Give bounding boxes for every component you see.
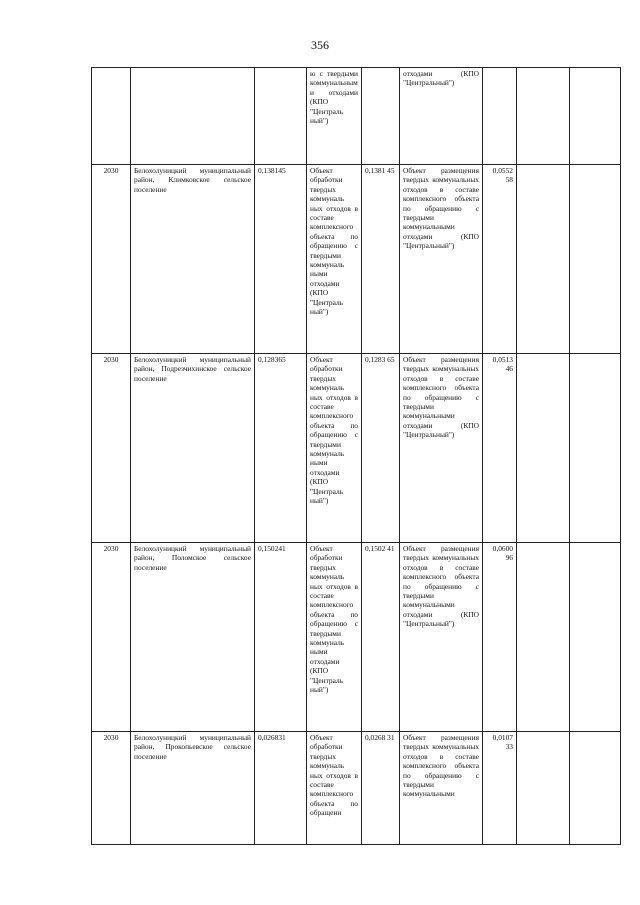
processed-amount-cell: 0,1283 65 [362,354,400,543]
processing-object-cell: Объект обработки твердых коммуналь ных отходов в составе комплексного объекта по обращени [307,732,362,845]
empty-cell [517,354,570,543]
disposed-amount-cell: 0,0600 96 [483,543,517,732]
processing-object-cell: Объект обработки твердых коммуналь ных отходов в составе комплексного объекта по обращению с твердыми коммуналь ными отходами (КПО "Централь ный") [307,165,362,354]
amount-cell: 0,026831 [255,732,307,845]
processing-object-cell: ю с твердыми коммунальными отходами (КПО "Централь ный") [307,68,362,165]
year-cell [92,68,131,165]
waste-flow-table [91,67,621,845]
disposed-amount-cell [483,68,517,165]
processed-amount-cell: 0,0268 31 [362,732,400,845]
empty-cell [570,68,621,165]
empty-cell [517,165,570,354]
municipality-cell: Белохолуницкий муниципальный район, Климковское сельское поселение [131,165,255,354]
table-row [92,68,621,165]
year-cell: 2030 [92,354,131,543]
disposed-amount-cell: 0,0513 46 [483,354,517,543]
table-row [92,165,621,354]
processed-amount-cell [362,68,400,165]
disposal-object-cell: Объект размещения твердых коммунальных отходов в составе комплексного объекта по обращению с твердыми коммунальными отходами (КПО "Центральный") [400,165,483,354]
disposal-object-cell: Объект размещения твердых коммунальных отходов в составе комплексного объекта по обращению с твердыми коммунальными отходами (КПО "Центральный") [400,543,483,732]
municipality-cell: Белохолуницкий муниципальный район, Подрезчихинское сельское поселение [131,354,255,543]
year-cell: 2030 [92,165,131,354]
empty-cell [570,732,621,845]
processing-object-cell: Объект обработки твердых коммуналь ных отходов в составе комплексного объекта по обращению с твердыми коммуналь ными отходами (КПО "Централь ный") [307,543,362,732]
disposed-amount-cell: 0,0107 33 [483,732,517,845]
disposal-object-cell: Объект размещения твердых коммунальных отходов в составе комплексного объекта по обращению с твердыми коммунальными отходами (КПО "Центральный") [400,354,483,543]
amount-cell: 0,150241 [255,543,307,732]
processed-amount-cell: 0,1502 41 [362,543,400,732]
empty-cell [517,732,570,845]
table-row [92,732,621,845]
amount-cell: 0,138145 [255,165,307,354]
processing-object-cell: Объект обработки твердых коммуналь ных отходов в составе комплексного объекта по обращению с твердыми коммуналь ными отходами (КПО "Централь ный") [307,354,362,543]
table-row [92,543,621,732]
table-body [92,68,621,845]
empty-cell [570,543,621,732]
empty-cell [570,165,621,354]
empty-cell [570,354,621,543]
empty-cell [517,543,570,732]
page-number: 356 [311,38,329,52]
year-cell: 2030 [92,543,131,732]
year-cell: 2030 [92,732,131,845]
disposal-object-cell: отходами (КПО "Центральный") [400,68,483,165]
disposed-amount-cell: 0,0552 58 [483,165,517,354]
table-row [92,354,621,543]
municipality-cell: Белохолуницкий муниципальный район, Прокопьевское сельское поселение [131,732,255,845]
processed-amount-cell: 0,1381 45 [362,165,400,354]
amount-cell [255,68,307,165]
municipality-cell [131,68,255,165]
municipality-cell: Белохолуницкий муниципальный район, Поломское сельское поселение [131,543,255,732]
amount-cell: 0,128365 [255,354,307,543]
empty-cell [517,68,570,165]
disposal-object-cell: Объект размещения твердых коммунальных отходов в составе комплексного объекта по обращению с твердыми коммунальными [400,732,483,845]
